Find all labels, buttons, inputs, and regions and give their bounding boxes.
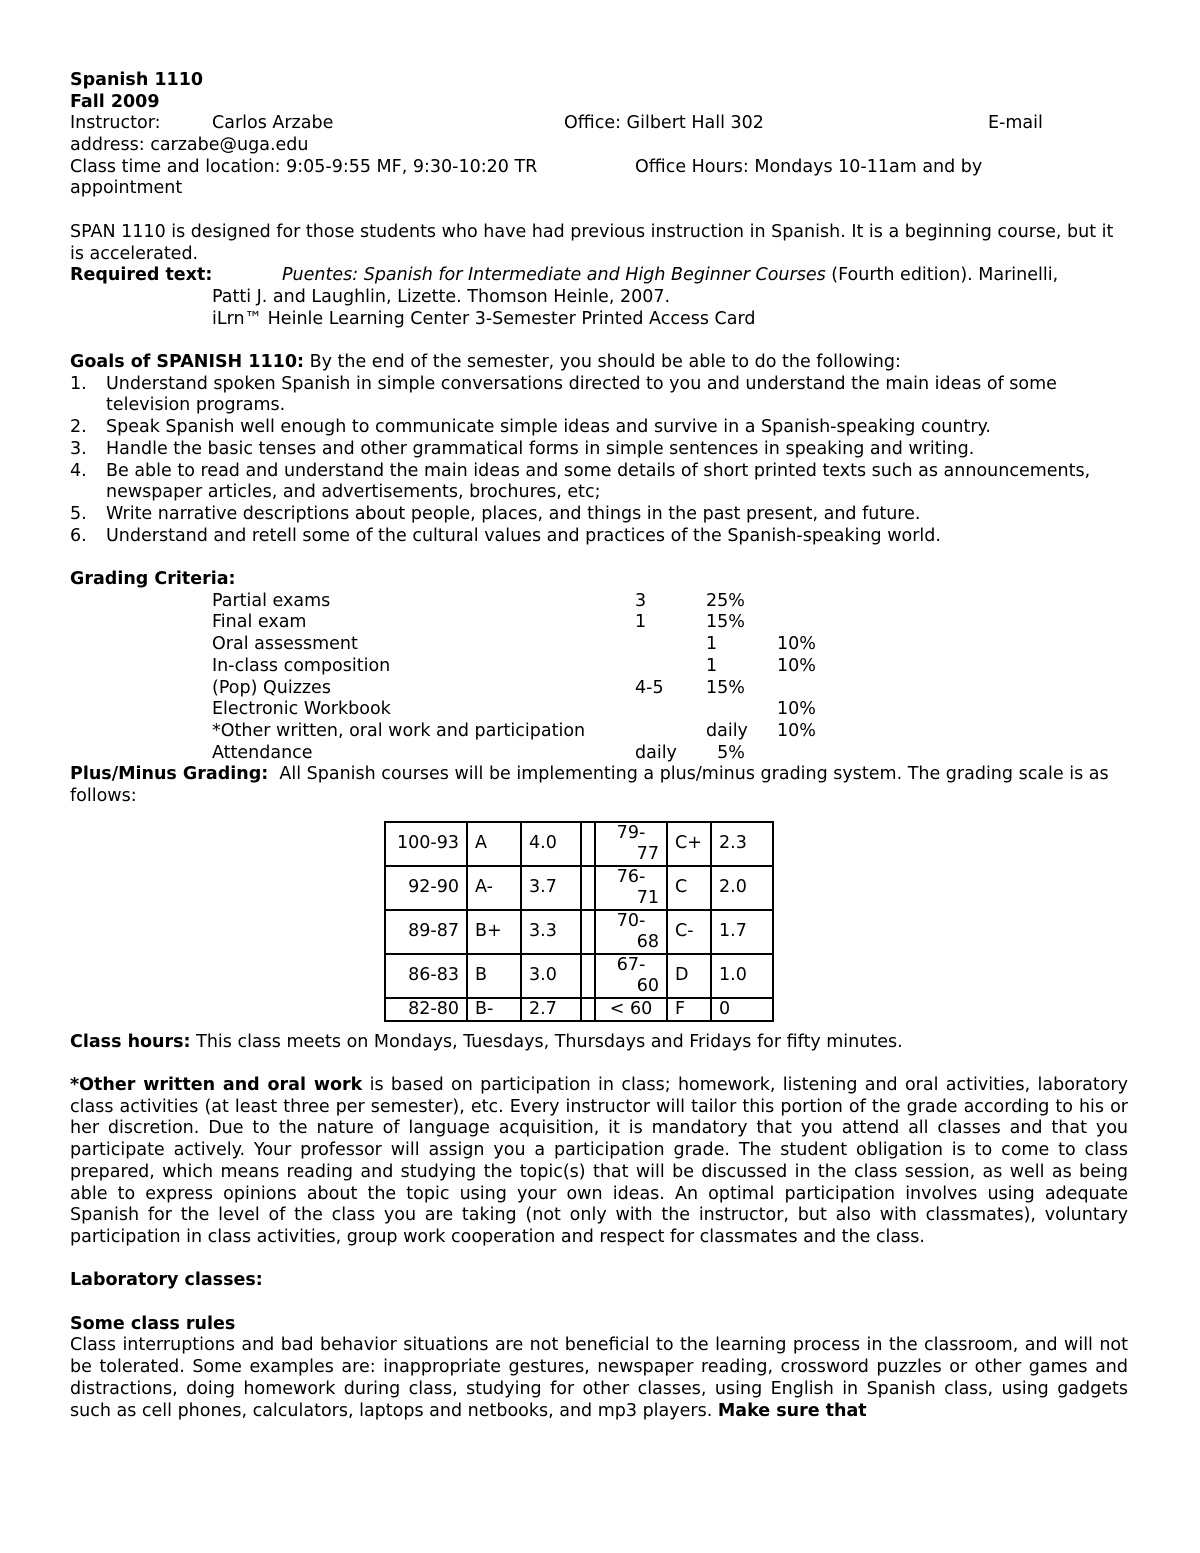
appointment: appointment bbox=[70, 178, 183, 199]
instructor-label: Instructor: bbox=[70, 113, 161, 134]
table-row: Electronic Workbook 10% bbox=[212, 699, 816, 720]
laboratory-heading: Laboratory classes: bbox=[70, 1270, 263, 1291]
other-work-label: *Other written and oral work bbox=[70, 1075, 363, 1096]
grading-heading: Grading Criteria: bbox=[70, 569, 236, 590]
table-row: 82-80 B- 2.7 < 60 F 0 bbox=[385, 998, 773, 1021]
required-text-line bbox=[70, 265, 1128, 287]
list-item: 2. Speak Spanish well enough to communicate simple ideas and survive in a Spanish-speaking country. bbox=[70, 417, 991, 438]
table-row: Oral assessment 1 10% bbox=[212, 634, 816, 655]
class-rules-text: Class interruptions and bad behavior situations are not beneficial to the learning process in the classroom, and will not be tolerated. Some examples are: inappropriate gestures, newspaper reading, crossword puzzles or other games and distractions, doing homework during class, studying for other classes, using English in Spanish class, using gadgets such as cell phones, calculators, laptops and netbooks, and mp3 players. bbox=[70, 1335, 1128, 1421]
class-hours bbox=[70, 1032, 1128, 1054]
table-row: *Other written, oral work and participation daily 10% bbox=[212, 720, 816, 741]
class-rules-heading: Some class rules bbox=[70, 1313, 236, 1334]
table-row: Final exam 1 15% bbox=[212, 612, 745, 633]
table-row: 100-93 A 4.0 79- 77 C+ 2.3 bbox=[385, 822, 773, 866]
table-row: 86-83 B 3.0 67- 60 D 1.0 bbox=[385, 954, 773, 998]
grading-criteria bbox=[70, 591, 1128, 765]
required-text-label: Required text: bbox=[70, 265, 213, 286]
class-rules-bold-tail: Make sure that bbox=[717, 1400, 867, 1421]
table-row: (Pop) Quizzes 4-5 15% bbox=[212, 677, 745, 698]
goals-label: Goals of SPANISH 1110: bbox=[70, 352, 305, 373]
book-edition: (Fourth edition). Marinelli, bbox=[825, 265, 1059, 286]
grading-scale-table bbox=[384, 821, 774, 1022]
list-item: 6. Understand and retell some of the cultural values and practices of the Spanish-speaking world. bbox=[70, 525, 941, 546]
table-row: 92-90 A- 3.7 76- 71 C 2.0 bbox=[385, 866, 773, 910]
term: Fall 2009 bbox=[70, 91, 160, 112]
goals-intro: By the end of the semester, you should be able to do the following: bbox=[304, 352, 901, 373]
office: Office: Gilbert Hall 302 bbox=[564, 113, 764, 134]
table-row: Attendance daily 5% bbox=[212, 742, 745, 763]
other-work-paragraph bbox=[70, 1075, 1128, 1249]
course-description: SPAN 1110 is designed for those students who have had previous instruction in Spanish. It is a beginning course, but it is accelerated. bbox=[70, 221, 1114, 264]
list-item: 5. Write narrative descriptions about people, places, and things in the past present, and future. bbox=[70, 503, 921, 524]
class-hours-label: Class hours: bbox=[70, 1031, 191, 1052]
office-hours: Office Hours: Mondays 10-11am and by bbox=[635, 156, 983, 177]
list-item: 1. Understand spoken Spanish in simple conversations directed to you and understand the main ideas of some television programs. bbox=[70, 373, 1057, 416]
other-work-text: is based on participation in class; homework, listening and oral activities, laboratory class activities (at least three per semester), etc. Every instructor will tailor this portion of the grade according to his or her discretion. Due to the nature of language acquisition, it is mandatory that you attend all classes and that you participate actively. Your professor will assign you a participation grade. The student obligation is to come to class prepared, which means reading and studying the topic(s) that will be discussed in the class session, as well as being able to express opinions about the topic using your own ideas. An optimal participation involves using adequate Spanish for the level of the class you are taking (not only with the instructor, but also with classmates), voluntary participation in class activities, group work cooperation and respect for classmates and the class. bbox=[70, 1075, 1128, 1247]
list-item: 4. Be able to read and understand the main ideas and some details of short printed texts such as announcements, newspaper articles, and advertisements, brochures, etc; bbox=[70, 460, 1091, 503]
class-rules-paragraph bbox=[70, 1335, 1128, 1422]
class-time-line bbox=[70, 157, 1128, 179]
course-title: Spanish 1110 bbox=[70, 70, 204, 90]
table-row: In-class composition 1 10% bbox=[212, 655, 816, 676]
class-hours-text: This class meets on Mondays, Tuesdays, Thursdays and Fridays for fifty minutes. bbox=[190, 1031, 903, 1052]
ilrn-card: iLrn™ Heinle Learning Center 3-Semester Printed Access Card bbox=[212, 308, 756, 329]
instructor-line bbox=[70, 113, 1128, 135]
plus-minus-text: All Spanish courses will be implementing a plus/minus grading system. The grading scale is as follows: bbox=[70, 764, 1115, 806]
syllabus-page bbox=[70, 70, 1128, 1422]
book-title: Puentes: Spanish for Intermediate and High Beginner Courses bbox=[282, 265, 826, 286]
email-address: address: carzabe@uga.edu bbox=[70, 135, 309, 156]
plus-minus-grading bbox=[70, 764, 1128, 807]
table-row: 89-87 B+ 3.3 70- 68 C- 1.7 bbox=[385, 910, 773, 954]
plus-minus-label: Plus/Minus Grading: bbox=[70, 764, 269, 785]
instructor-name: Carlos Arzabe bbox=[212, 113, 334, 134]
book-authors: Patti J. and Laughlin, Lizette. Thomson Heinle, 2007. bbox=[212, 286, 671, 307]
list-item: 3. Handle the basic tenses and other grammatical forms in simple sentences in speaking and writing. bbox=[70, 438, 975, 459]
class-time: Class time and location: 9:05-9:55 MF, 9:30-10:20 TR bbox=[70, 156, 538, 177]
goals-heading bbox=[70, 352, 1128, 374]
email-label: E-mail bbox=[988, 113, 1043, 134]
table-row: Partial exams 3 25% bbox=[212, 590, 745, 611]
goals-list bbox=[70, 374, 1128, 548]
